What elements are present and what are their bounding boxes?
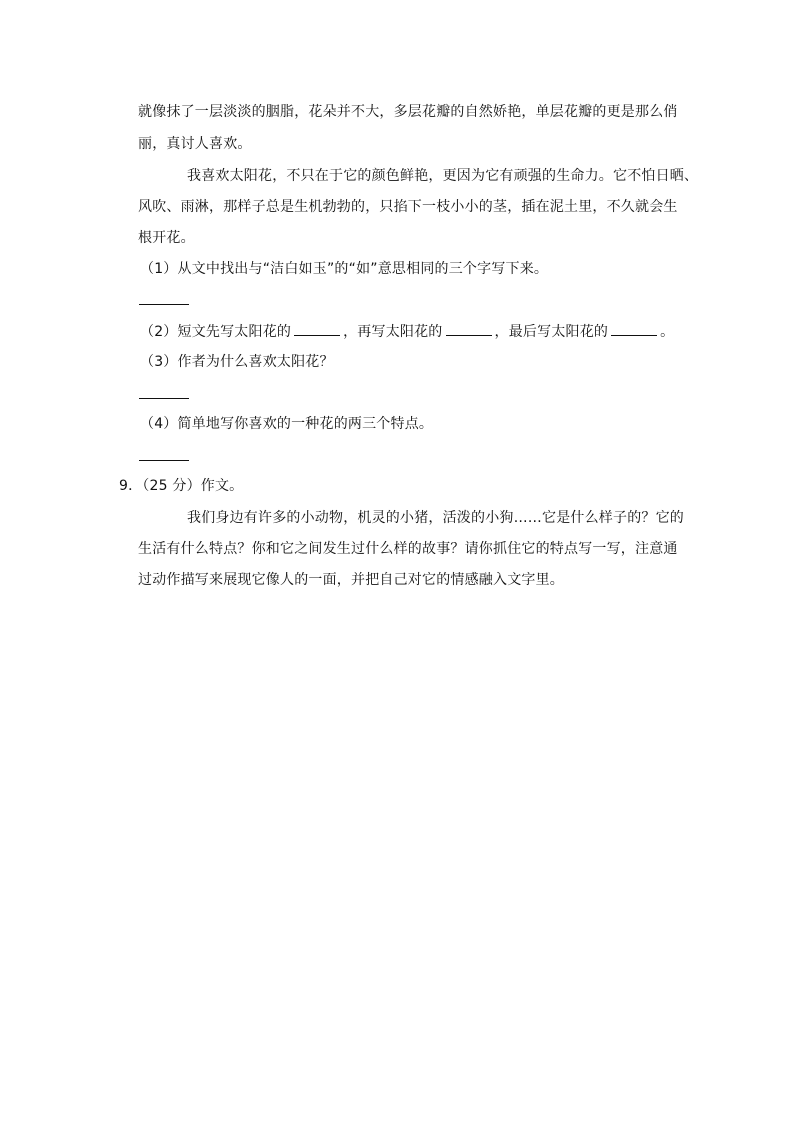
question-2-part-2: ，再写太阳花的 [343, 324, 443, 340]
composition-heading: 9．（25 分）作文。 [119, 478, 244, 494]
passage-line-4: 风吹、雨淋，那样子总是生机勃勃的，只掐下一枝小小的茎，插在泥土里，不久就会生 [138, 199, 678, 215]
question-2-part-3: ，最后写太阳花的 [494, 324, 609, 340]
question-3: （3）作者为什么喜欢太阳花？ [140, 354, 334, 370]
passage-line-1: 就像抹了一层淡淡的胭脂，花朵并不大，多层花瓣的自然娇艳，单层花瓣的更是那么俏 [138, 104, 678, 120]
question-2 [140, 321, 674, 342]
question-2-part-4: 。 [660, 324, 675, 340]
composition-line-2: 生活有什么特点？你和它之间发生过什么样的故事？请你抓住它的特点写一写，注意通 [138, 541, 678, 557]
answer-blank-2a[interactable] [294, 321, 340, 336]
composition-line-1: 我们身边有许多的小动物，机灵的小猪，活泼的小狗……它是什么样子的？它的 [187, 510, 684, 526]
composition-line-3: 过动作描写来展现它像人的一面，并把自己对它的情感融入文字里。 [138, 572, 564, 588]
answer-line-4[interactable] [139, 460, 189, 461]
answer-line-1[interactable] [139, 304, 189, 305]
answer-line-3[interactable] [139, 398, 189, 399]
answer-blank-2c[interactable] [611, 321, 657, 336]
passage-line-2: 丽，真讨人喜欢。 [138, 136, 252, 152]
question-1: （1）从文中找出与“洁白如玉”的“如”意思相同的三个字写下来。 [140, 261, 549, 277]
answer-blank-2b[interactable] [446, 321, 492, 336]
passage-line-5: 根开花。 [138, 230, 195, 246]
question-2-part-1: （2）短文先写太阳花的 [140, 324, 292, 340]
passage-line-3: 我喜欢太阳花，不只在于它的颜色鲜艳，更因为它有顽强的生命力。它不怕日晒、 [187, 168, 699, 184]
question-4: （4）简单地写你喜欢的一种花的两三个特点。 [140, 416, 434, 432]
